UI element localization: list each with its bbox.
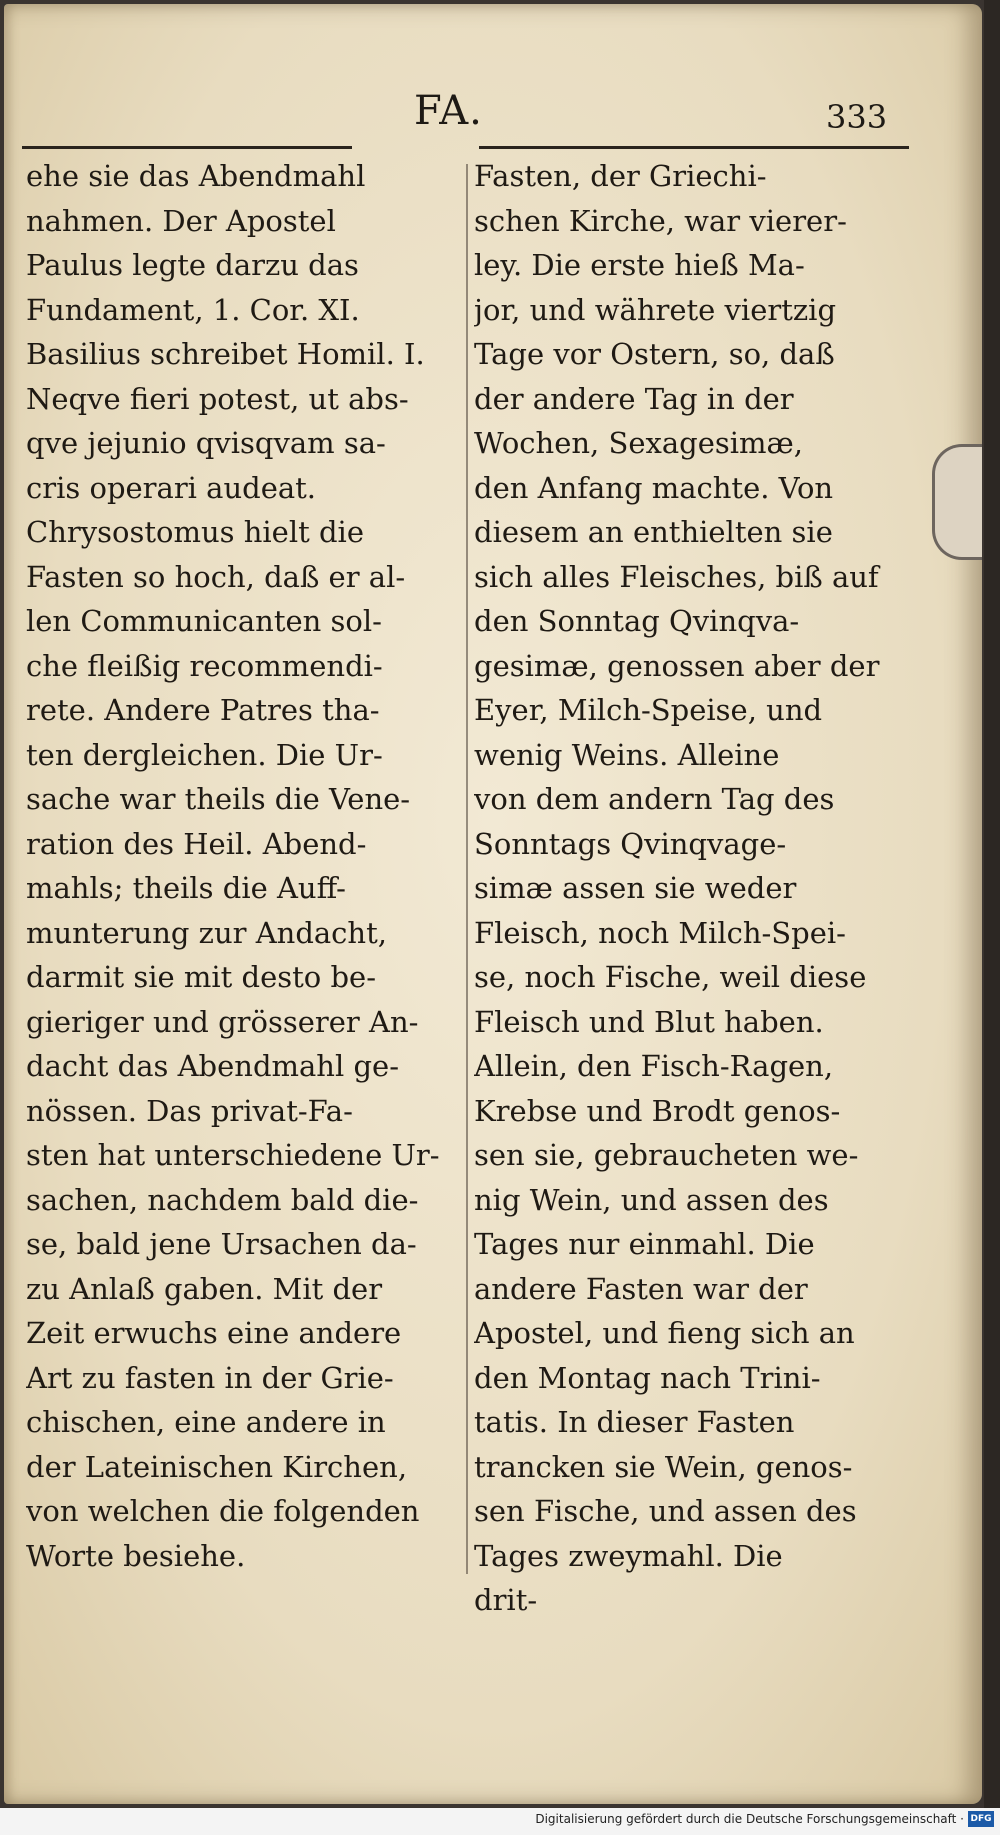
- page-number: 333: [826, 98, 888, 136]
- text-line: chischen, eine andere in: [26, 1405, 386, 1439]
- text-line: drit-: [474, 1583, 538, 1617]
- text-line: Allein, den Fisch-Ragen,: [474, 1049, 834, 1083]
- text-line: Apostel, und fieng sich an: [474, 1316, 855, 1350]
- text-line: sachen, nachdem bald die-: [26, 1182, 419, 1217]
- text-line: jor, und währete viertzig: [474, 292, 837, 327]
- page-tab-marker: [932, 444, 982, 560]
- right-text-column: [474, 154, 914, 1623]
- text-line: der Lateinischen Kirchen,: [26, 1449, 408, 1484]
- text-line: qve jejunio qvisqvam sa-: [26, 426, 386, 460]
- text-line: ley. Die erste hieß Ma-: [474, 248, 805, 282]
- dfg-logo-icon: DFG: [968, 1811, 994, 1827]
- text-line: trancken sie Wein, genos-: [474, 1449, 853, 1484]
- text-line: Sonntags Qvinqvage-: [474, 826, 787, 861]
- text-line: schen Kirche, war vierer-: [474, 203, 847, 238]
- book-page: [4, 4, 982, 1804]
- text-line: ten dergleichen. Die Ur-: [26, 737, 383, 772]
- text-line: tatis. In dieser Fasten: [474, 1405, 795, 1439]
- text-line: den Sonntag Qvinqva-: [474, 604, 800, 638]
- text-line: rete. Andere Patres tha-: [26, 693, 380, 727]
- text-line: ration des Heil. Abend-: [26, 826, 367, 861]
- text-line: dacht das Abendmahl ge-: [26, 1049, 399, 1083]
- text-line: mahls; theils die Auff-: [26, 871, 346, 905]
- text-line: Worte besiehe.: [26, 1538, 246, 1573]
- text-line: den Anfang machte. Von: [474, 470, 834, 505]
- running-head: FA.: [414, 88, 483, 134]
- text-line: andere Fasten war der: [474, 1271, 808, 1306]
- text-line: sten hat unterschiedene Ur-: [26, 1138, 440, 1172]
- text-line: Wochen, Sexagesimæ,: [474, 426, 804, 460]
- text-line: der andere Tag in der: [474, 381, 794, 416]
- text-line: Tage vor Ostern, so, daß: [474, 337, 835, 371]
- text-line: nahmen. Der Apostel: [26, 203, 336, 238]
- text-line: che fleißig recommendi-: [26, 648, 383, 683]
- text-line: ehe sie das Abendmahl: [26, 159, 366, 193]
- book-edge: [984, 0, 1000, 1835]
- text-line: gesimæ, genossen aber der: [474, 648, 880, 683]
- text-line: se, bald jene Ursachen da-: [26, 1227, 417, 1261]
- text-line: se, noch Fische, weil diese: [474, 960, 867, 994]
- column-divider: [466, 164, 468, 1574]
- text-line: Tages nur einmahl. Die: [474, 1227, 815, 1261]
- text-line: wenig Weins. Alleine: [474, 737, 780, 772]
- text-line: sen Fische, und assen des: [474, 1494, 857, 1528]
- text-line: zu Anlaß gaben. Mit der: [26, 1271, 383, 1306]
- header-rule-right: [479, 146, 909, 149]
- text-line: Neqve fieri potest, ut abs-: [26, 381, 409, 416]
- text-line: Art zu fasten in der Grie-: [26, 1360, 394, 1395]
- text-line: darmit sie mit desto be-: [26, 960, 377, 994]
- text-line: sache war theils die Vene-: [26, 782, 411, 816]
- text-line: munterung zur Andacht,: [26, 915, 387, 950]
- text-line: Fasten, der Griechi-: [474, 159, 767, 193]
- text-line: Fleisch und Blut haben.: [474, 1004, 824, 1039]
- footer-credit: Digitalisierung gefördert durch die Deutsche Forschungsgemeinschaft ·: [535, 1812, 964, 1826]
- text-line: von welchen die folgenden: [26, 1494, 420, 1528]
- text-line: Eyer, Milch-Speise, und: [474, 693, 823, 727]
- text-line: len Communicanten sol-: [26, 604, 382, 638]
- text-line: nig Wein, und assen des: [474, 1182, 829, 1217]
- text-line: Fleisch, noch Milch-Spei-: [474, 915, 846, 950]
- text-line: Krebse und Brodt genos-: [474, 1093, 841, 1128]
- text-line: Basilius schreibet Homil. I.: [26, 337, 425, 371]
- text-line: Fundament, 1. Cor. XI.: [26, 292, 360, 327]
- text-line: simæ assen sie weder: [474, 871, 797, 905]
- text-line: nössen. Das privat-Fa-: [26, 1093, 353, 1128]
- text-line: sen sie, gebraucheten we-: [474, 1138, 859, 1172]
- text-line: cris operari audeat.: [26, 470, 317, 505]
- text-line: von dem andern Tag des: [474, 782, 835, 816]
- text-line: gieriger und grösserer An-: [26, 1004, 419, 1039]
- text-line: Tages zweymahl. Die: [474, 1538, 783, 1573]
- left-text-column: [26, 154, 461, 1578]
- text-line: Chrysostomus hielt die: [26, 515, 364, 549]
- text-line: sich alles Fleisches, biß auf: [474, 559, 879, 594]
- text-line: den Montag nach Trini-: [474, 1360, 821, 1395]
- text-line: Paulus legte darzu das: [26, 248, 359, 282]
- text-line: Zeit erwuchs eine andere: [26, 1316, 402, 1350]
- text-line: diesem an enthielten sie: [474, 515, 833, 549]
- text-line: Fasten so hoch, daß er al-: [26, 559, 406, 594]
- header-rule-left: [22, 146, 352, 149]
